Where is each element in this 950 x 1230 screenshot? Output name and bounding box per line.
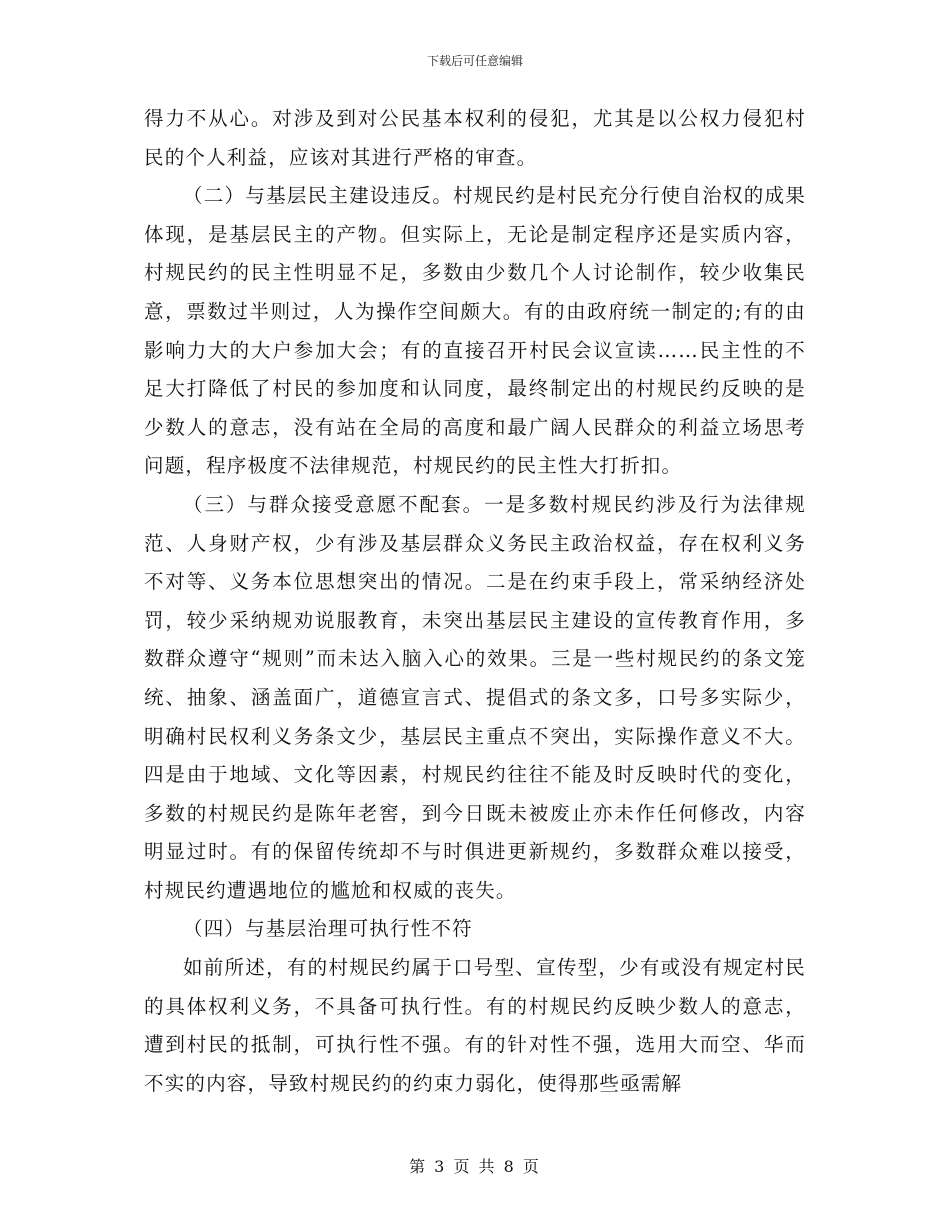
paragraph-section-4: 如前所述，有的村规民约属于口号型、宣传型，少有或没有规定村民的具体权利义务，不具备可执行性。有的村规民约反映少数人的意志，遭到村民的抵制，可执行性不强。有的针对性不强，选用大而空、华而不实的内容，导致村规民约的约束力弱化，使得那些亟需解 <box>144 956 806 1095</box>
paragraph-section-3: （三）与群众接受意愿不配套。一是多数村规民约涉及行为法律规范、人身财产权，少有涉及基层群众义务民主政治权益，存在权利义务不对等、义务本位思想突出的情况。二是在约束手段上，常采纳经济处罚，较少采纳规劝说服教育，未突出基层民主建设的宣传教育作用，多数群众遵守“规则”而未达入脑入心的效果。三是一些村规民约的条文笼统、抽象、涵盖面广，道德宣言式、提倡式的条文多，口号多实际少，明确村民权利义务条文少，基层民主重点不突出，实际操作意义不大。四是由于地域、文化等因素，村规民约往往不能及时反映时代的变化，多数的村规民约是陈年老窖，到今日既未被废止亦未作任何修改，内容明显过时。有的保留传统却不与时俱进更新规约，多数群众难以接受，村规民约遭遇地位的尴尬和权威的丧失。 <box>144 492 806 902</box>
document-body <box>144 100 806 1103</box>
paragraph-continuation: 得力不从心。对涉及到对公民基本权利的侵犯，尤其是以公权力侵犯村民的个人利益，应该对其进行严格的审查。 <box>144 107 806 169</box>
page-number-footer: 第 3 页 共 8 页 <box>409 1157 541 1176</box>
paragraph-section-2: （二）与基层民主建设违反。村规民约是村民充分行使自治权的成果体现，是基层民主的产物。但实际上，无论是制定程序还是实质内容，村规民约的民主性明显不足，多数由少数几个人讨论制作，较少收集民意，票数过半则过，人为操作空间颇大。有的由政府统一制定的;有的由影响力大的大户参加大会；有的直接召开村民会议宣读……民主性的不足大打降低了村民的参加度和认同度，最终制定出的村规民约反映的是少数人的意志，没有站在全局的高度和最广阔人民群众的利益立场思考问题，程序极度不法律规范，村规民约的民主性大打折扣。 <box>144 184 806 478</box>
section-heading-4: （四）与基层治理可执行性不符 <box>183 917 473 941</box>
page-header: 下载后可任意编辑 <box>426 54 523 68</box>
